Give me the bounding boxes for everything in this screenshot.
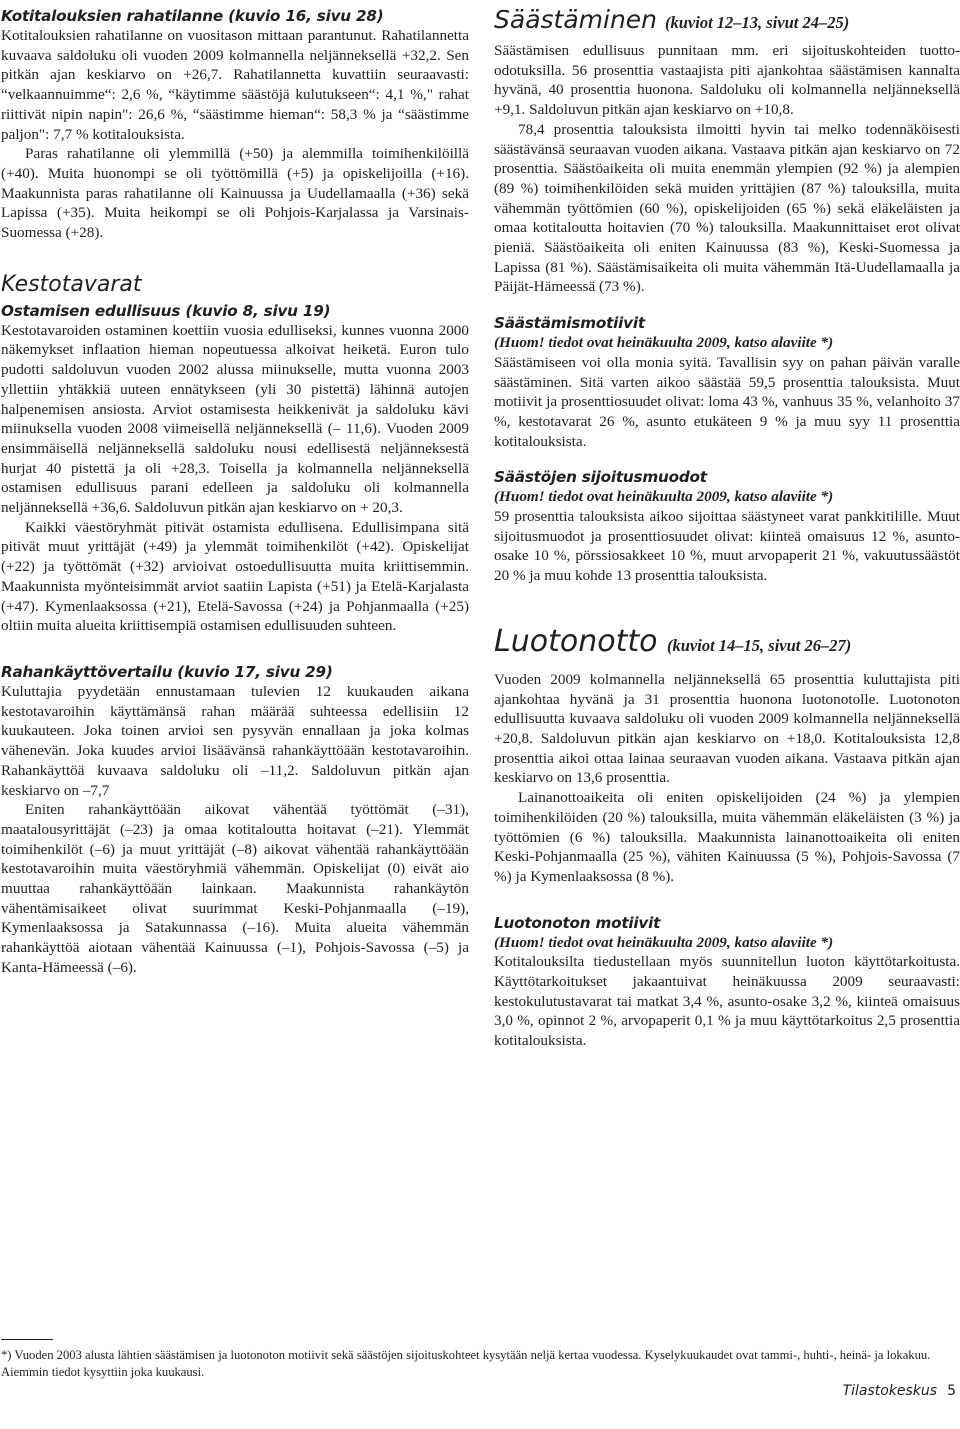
sijoitusmuodot-heading: Säästöjen sijoitusmuodot (494, 468, 707, 487)
luotonoton-motiivit-body (494, 952, 960, 1051)
page-number: 5 (947, 1383, 956, 1399)
kestotavarat-title: Kestotavarat (1, 271, 142, 297)
saastaminen-paragraph: Säästämisen edullisuus punnitaan mm. eri sijoituskohteiden tuotto-odotuksilla. 56 prosenttia vastaajista piti ajankohtaa säästämisen kannalta hyvänä, 40 prosenttia huonona. Saldoluku oli kolmannella neljänneksellä +9,1. Saldoluvun pitkän ajan keskiarvo on +10,8. (494, 42, 960, 119)
footnote-divider (1, 1339, 53, 1340)
kestotavarat-paragraph: Kaikki väestöryhmät pitivät ostamista edullisena. Edullisimpana sitä pitivät muut yrittäjät (+49) ja ylemmät toimihenkilöt (+42). Opiskelijat (+22) ja työttömät (+32) arvioivat ostoedullisuutta muita kriittisemmin. Maakunnista myönteisimmät arviot saatiin Lapista (+51) ja Etelä-Karjalasta (+47). Kymenlaaksossa (+21), Etelä-Savossa (+24) ja Pohjanmaalla (+25) oltiin muita alueita kriittisempiä ostamisen edullisuuden suhteen. (1, 518, 469, 635)
left-column (1, 6, 469, 978)
sijoitusmuodot-body (494, 507, 960, 586)
sijoitusmuodot-note: (Huom! tiedot ovat heinäkuulta 2009, katso alaviite *) (494, 488, 834, 506)
rahankaytto-heading: Rahankäyttövertailu (kuvio 17, sivu 29) (1, 662, 333, 681)
rahatilanne-heading: Kotitalouksien rahatilanne (kuvio 16, sivu 28) (1, 7, 384, 25)
luotonoton-motiivit-paragraph: Kotitalouksilta tiedustellaan myös suunnitellun luoton käyttötarkoitusta. Käyttötarkoitukset jakaantuivat heinäkuussa 2009 seuraavasti: kestokulutustavarat tai matkat 3,4 %, asunto-osake 3,2 %, kiinteä omaisuus 3,0 %, opinnot 2 %, arvopaperit 0,1 % ja muu käyttötarkoitus 2,5 prosenttia kotitalouksista. (494, 953, 960, 1050)
footnote: *) Vuoden 2003 alusta lähtien säästämisen ja luotonoton motiivit sekä säästöjen sijoituskohteet kysytään neljä kertaa vuodessa. Kyselykuukaudet ovat tammi-, huhti-, heinä- ja lokakuu. Aiemmin tiedot kysyttiin joka kuukausi. (1, 1348, 931, 1379)
right-column (494, 6, 960, 1051)
rahankaytto-paragraph: Eniten rahankäyttöään aikovat vähentää työttömät (–31), maatalousyrittäjät (–23) ja omaa kotitaloutta hoitavat (–21). Ylemmät toimihenkilöt (–6) ja muut yrittäjät (–8) aikovat vähentää rahankäyttöään kestotavaroihin muita väestöryhmiä vähemmän. Opiskelijat (0) eivät aio muuttaa rahankäyttöään lainkaan. Maakunnista rahankäytön vähentämisaikeet olivat suurimmat Keski-Pohjanmaalla (–19), Kymenlaaksossa ja Satakunnassa (–16). Muita alueita vähemmän rahankäyttöä aiotaan vähentää Kainuussa (–1), Pohjois-Savossa (–5) ja Kanta-Hämeessä (–6). (1, 801, 469, 976)
rahankaytto-body (1, 682, 469, 978)
saastamismotiivit-body (494, 353, 960, 452)
rahankaytto-paragraph: Kuluttajia pyydetään ennustamaan tulevien 12 kuukauden aikana kestotavaroihin käyttämänsä rahan määrää suhteessa edellisiin 12 kuukauteen. Joka toinen arvioi sen pysyvän ennallaan ja joka kolmas vähenevän. Joka kuudes arvioi lisäävänsä rahankäyttöään kestotavaroihin. Rahankäyttöä kuvaava saldoluku oli –11,2. Saldoluvun pitkän ajan keskiarvo on –7,7 (1, 682, 469, 799)
publisher-name: Tilastokeskus (842, 1383, 938, 1399)
luotonotto-paragraph: Vuoden 2009 kolmannella neljänneksellä 65 prosenttia kuluttajista piti ajankohtaa hyvänä ja 31 prosenttia huonona luotonotolle. Luotonoton edullisuutta kuvaava saldoluku oli vuoden 2009 kolmannella neljänneksellä +20,8. Saldoluvun pitkän ajan keskiarvo on +18,0. Kotitalouksista 12,8 prosenttia aikoi ottaa lainaa seuraavan vuoden aikana. Vastaava pitkän ajan keskiarvo on 13,6 prosenttia. (494, 670, 960, 787)
rahatilanne-body (1, 26, 469, 243)
saastaminen-body (494, 41, 960, 297)
kestotavarat-body (1, 321, 469, 636)
luotonotto-title-line (494, 624, 960, 664)
ostamisen-edullisuus-heading: Ostamisen edullisuus (kuvio 8, sivu 19) (1, 301, 331, 320)
luotonoton-motiivit-heading: Luotonoton motiivit (494, 913, 661, 932)
rahatilanne-paragraph: Kotitalouksien rahatilanne on vuositason mittaan parantunut. Rahatilannetta kuvaava saldoluku oli vuoden 2009 kolmannella neljänneksellä +32,2. Sen pitkän ajan keskiarvo on +26,7. Rahatilannetta kuvattiin seuraavasti: “velkaannuimme“: 2,6 %, “käytimme säästöjä kulutukseen“: 4,1 %," rahat riittivät nipin napin": 26,6 %, “säästimme hieman“: 58,3 % ja “säästimme paljon": 7,7 % kotitalouksista. (1, 27, 469, 143)
saastamismotiivit-note: (Huom! tiedot ovat heinäkuulta 2009, katso alaviite *) (494, 334, 834, 352)
kestotavarat-paragraph: Kestotavaroiden ostaminen koettiin vuosia edulliseksi, kunnes vuonna 2000 näkemykset inflaation hieman nopeutuessa alkoivat heiketä. Euron tulo pudotti saldoluvun vuoden 2002 alussa miinukselle, mutta vuonna 2003 yllettiin yhtäkkiä uuteen ennätykseen (yli 30 pistettä) lähinnä autojen halpenemisen ansiosta. Arviot ostamisesta heikkenivät ja saldoluku kävi miinuksella vuoden 2008 viimeisellä neljänneksellä (– 11,6). Vuoden 2009 ensimmäisellä neljänneksellä saldoluku nousi edellisestä neljänneksestä hurjat 40 pistettä ja oli +28,3. Toisella ja kolmannella neljänneksellä ostamisen edullisuus parani edelleen ja saldoluku oli kolmannella neljänneksellä +36,6. Saldoluvun pitkän ajan keskiarvo on + 20,3. (1, 321, 469, 517)
saastamismotiivit-heading: Säästämismotiivit (494, 314, 645, 333)
saastaminen-title-line (494, 6, 960, 37)
luotonotto-title: Luotonotto (494, 623, 658, 659)
luotonotto-body (494, 670, 960, 887)
luotonotto-figure-ref: (kuviot 14–15, sivut 26–27) (667, 635, 852, 655)
luotonotto-paragraph: Lainanottoaikeita oli eniten opiskelijoiden (24 %) ja ylempien toimihenkilöiden (20 %) talouksilla, muita vähemmän eläkeläisten (3 %) ja työttömien (6 %) talouksilla. Maakunnista lainanottoaikeita oli eniten Keski-Pohjanmaalla (25 %), vähiten Kainuussa (5 %), Pohjois-Savossa (7 %) ja Kymenlaaksossa (8 %). (494, 789, 960, 885)
saastaminen-figure-ref: (kuviot 12–13, sivut 24–25) (664, 13, 850, 32)
saastamismotiivit-paragraph: Säästämiseen voi olla monia syitä. Tavallisin syy on pahan päivän varalle säästäminen. Sitä varten aikoo säästää 59,5 prosenttia talouksista. Muut motiivit ja prosenttiosuudet olivat: loma 43 %, vanhuus 35 %, velanhoito 37 %, kestotavarat 26 %, asunto etukäteen 9 % ja muu syy 11 prosenttia kotitalouksista. (494, 353, 960, 450)
page-footer (843, 1382, 956, 1400)
rahatilanne-paragraph: Paras rahatilanne oli ylemmillä (+50) ja alemmilla toimihenkilöillä (+40). Muita huonompi se oli työttömillä (+5) ja opiskelijoilla (+16). Maakunnista paras rahatilanne oli Kainuussa ja Uudellamaalla (+36) sekä Lapissa (+35). Muita heikompi se oli Pohjois-Karjalassa ja Varsinais-Suomessa (+28). (1, 145, 469, 242)
sijoitusmuodot-paragraph: 59 prosenttia talouksista aikoo sijoittaa säästyneet varat pankkitilille. Muut sijoitusmuodot ja prosenttiosuudet olivat: kiinteä omaisuus 12 %, asunto-osake 10 %, pörssiosakkeet 10 %, muut arvopaperit 21 %, vakuutussäästöt 20 % ja muu kohde 13 prosenttia talouksista. (494, 508, 960, 585)
saastaminen-paragraph: 78,4 prosenttia talouksista ilmoitti hyvin tai melko todennäköisesti säästävänsä seuraavan vuoden aikana. Vastaava pitkän ajan keskiarvo on 72 prosenttia. Säästöaikeita oli muita enemmän ylempien (92 %) ja alempien (89 %) toimihenkilöiden sekä muiden yrittäjien (87 %) talouksilla, muita vähemmän työttömien (60 %), opiskelijoiden (65 %) sekä eläkeläisten ja omaa kotitaloutta hoitavien (70 %) talouksilla. Maakunnittaiset erot olivat pieniä. Säästöaikeita oli eniten Kainuussa (83 %), Keski-Suomessa ja Lapissa (81 %). Säästämisaikeita oli muita vähemmän Itä-Uudellamaalla ja Päijät-Hämeessä (73 %). (494, 120, 960, 296)
saastaminen-title: Säästäminen (494, 5, 658, 34)
luotonoton-motiivit-note: (Huom! tiedot ovat heinäkuulta 2009, katso alaviite *) (494, 933, 834, 951)
